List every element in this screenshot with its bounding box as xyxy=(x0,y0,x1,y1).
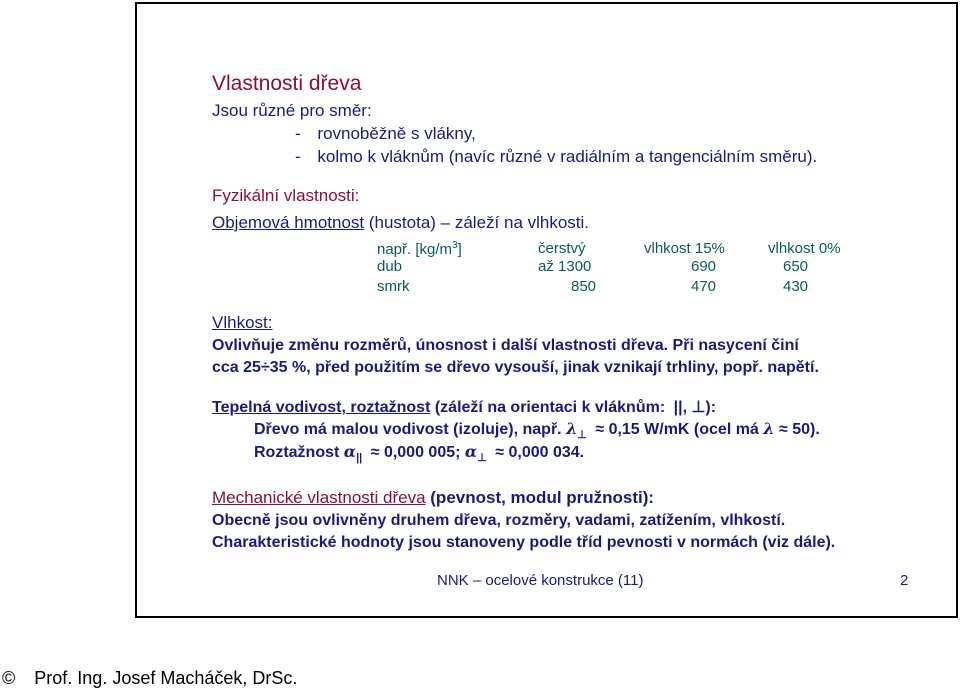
mechanical-heading: Mechanické vlastnosti dřeva xyxy=(212,488,426,507)
list-dash: - xyxy=(295,124,301,143)
footer-course: NNK – ocelové konstrukce (11) xyxy=(437,572,644,589)
slide-title: Vlastnosti dřeva xyxy=(212,72,362,95)
intro-item-1 xyxy=(295,124,476,144)
mechanical-line-2: Charakteristické hodnoty jsou stanoveny podle tříd pevnosti v normách (viz dále). xyxy=(212,534,836,551)
table-header-fresh: čerstvý xyxy=(538,240,586,257)
table-row-name: smrk xyxy=(377,278,410,295)
thermal-heading-line: Tepelná vodivost, roztažnost (záleží na orientaci k vláknům: ||, ⊥): xyxy=(212,399,717,416)
slide xyxy=(135,2,958,618)
table-header-15: vlhkost 15% xyxy=(644,240,725,257)
list-item-text: rovnoběžně s vlákny, xyxy=(317,124,476,143)
intro-item-2 xyxy=(295,147,817,167)
thermal-heading: Tepelná vodivost, roztažnost xyxy=(212,399,431,416)
list-item-text: kolmo k vláknům (navíc různé v radiálním a tangenciálním směru). xyxy=(317,147,818,166)
table-cell: 690 xyxy=(691,258,717,275)
list-dash: - xyxy=(295,147,301,166)
mechanical-line-1: Obecně jsou ovlivněny druhem dřeva, rozměry, vadami, zatížením, vlhkostí. xyxy=(212,512,786,529)
density-label: Objemová hmotnost xyxy=(212,213,365,232)
footer-page-number: 2 xyxy=(900,572,909,589)
thermal-line-2: Roztažnost $\alpha_{||} \approx 0,000$ 005; $\alpha_\perp \approx 0,000$ 034. xyxy=(254,442,585,464)
table-cell: až 1300 xyxy=(538,258,592,275)
author-name: Prof. Ing. Josef Macháček, DrSc. xyxy=(34,668,298,688)
copyright-line xyxy=(2,668,297,689)
lambda-symbol: λ xyxy=(566,419,578,438)
table-corner: např. $[kg/m^3]$ xyxy=(377,240,462,258)
lambda-symbol: λ xyxy=(763,419,775,438)
table-row-name: dub xyxy=(377,258,403,275)
orientation-symbols: ||, ⊥): xyxy=(673,399,717,416)
intro-heading: Jsou různé pro směr: xyxy=(212,101,372,120)
table-header-0: vlhkost 0% xyxy=(768,240,841,257)
copyright-symbol: © xyxy=(2,668,16,688)
thermal-line-1: Dřevo má malou vodivost (izoluje), např. $\lambda_\perp \approx 0,15$ W/mK (ocel má λ ≈ 50). xyxy=(254,419,820,441)
density-rest: (hustota) – záleží na vlhkosti. xyxy=(364,213,590,232)
alpha-symbol: α xyxy=(464,442,478,461)
alpha-symbol: α xyxy=(343,442,357,461)
table-cell: 470 xyxy=(691,278,717,295)
table-cell: 850 xyxy=(571,278,597,295)
table-cell: 650 xyxy=(783,258,809,275)
humidity-line-2: cca 25÷35 %, před použitím se dřevo vysouší, jinak vznikají trhliny, popř. napětí. xyxy=(212,359,819,376)
physical-heading: Fyzikální vlastnosti: xyxy=(212,186,360,205)
table-cell: 430 xyxy=(783,278,809,295)
mechanical-heading-line: Mechanické vlastnosti dřeva (pevnost, modul pružnosti): xyxy=(212,488,655,507)
humidity-line-1: Ovlivňuje změnu rozměrů, únosnost i další vlastnosti dřeva. Při nasycení činí xyxy=(212,337,799,354)
humidity-heading: Vlhkost: xyxy=(212,313,273,332)
density-line xyxy=(212,213,589,233)
